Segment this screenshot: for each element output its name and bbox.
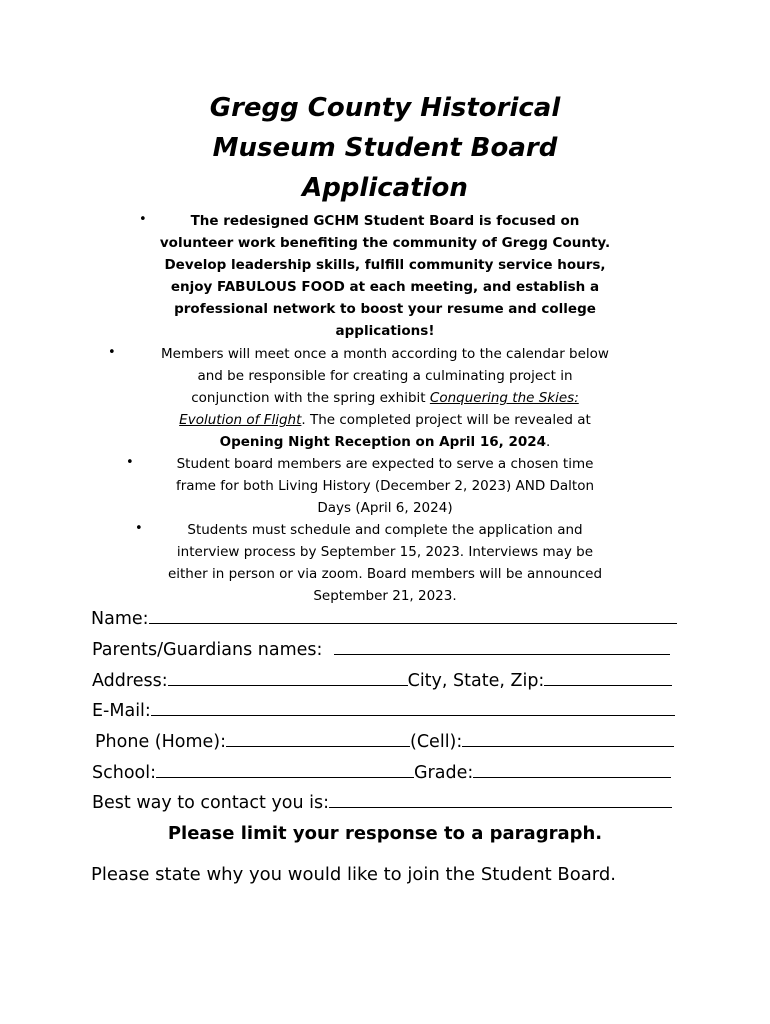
bullet-3-line-1: Student board members are expected to serve a chosen time: [176, 456, 594, 472]
bullet-2-line-3-text: conjunction with the spring exhibit: [191, 390, 430, 406]
bullet-2-line-3: [0, 390, 770, 406]
bullet-icon: •: [126, 455, 134, 470]
bullet-2-line-1: Members will meet once a month according to the calendar below: [161, 346, 609, 362]
bullet-1-line-6: applications!: [335, 323, 435, 339]
bullet-4-line-4: September 21, 2023.: [313, 588, 457, 604]
phone-row: [95, 732, 674, 752]
name-field[interactable]: [149, 609, 677, 624]
address-label: Address:: [92, 671, 168, 691]
parents-row: [92, 640, 670, 660]
bullet-1-line-5: professional network to boost your resume and college: [174, 301, 596, 317]
phone-home-field[interactable]: [226, 732, 410, 747]
parents-label: Parents/Guardians names:: [92, 640, 323, 660]
address-field[interactable]: [168, 671, 408, 686]
grade-field[interactable]: [473, 763, 671, 778]
page-title-line-2: Museum Student Board: [212, 133, 558, 163]
city-label: City, State, Zip:: [407, 671, 545, 691]
bullet-1-line-2: volunteer work benefiting the community of Gregg County.: [159, 235, 611, 251]
bullet-1-line-4: enjoy FABULOUS FOOD at each meeting, and establish a: [170, 279, 600, 295]
name-label: Name:: [91, 609, 149, 629]
exhibit-title-part-1: Conquering the Skies:: [429, 390, 579, 406]
cell-label: (Cell):: [410, 732, 463, 752]
bullet-4-line-2: interview process by September 15, 2023. Interviews may be: [176, 544, 594, 560]
bullet-4-line-1: Students must schedule and complete the application and: [187, 522, 583, 538]
school-field[interactable]: [156, 763, 414, 778]
school-label: School:: [92, 763, 156, 783]
bullet-1-line-3: Develop leadership skills, fulfill community service hours,: [164, 257, 606, 273]
essay-question: Please state why you would like to join the Student Board.: [91, 864, 617, 885]
page-title-line-1: Gregg County Historical: [209, 93, 561, 123]
school-row: [92, 763, 671, 783]
cell-field[interactable]: [462, 732, 674, 747]
bullet-2-line-4: [0, 412, 770, 428]
bullet-2-line-2: and be responsible for creating a culminating project in: [197, 368, 573, 384]
response-instruction: Please limit your response to a paragraph.: [167, 823, 603, 844]
bullet-3-line-3: Days (April 6, 2024): [317, 500, 453, 516]
exhibit-title-part-2: Evolution of Flight: [179, 412, 302, 428]
grade-label: Grade:: [414, 763, 474, 783]
contact-label: Best way to contact you is:: [92, 793, 330, 813]
bullet-2-line-5-text: .: [546, 434, 551, 450]
phone-home-label: Phone (Home):: [95, 732, 227, 752]
city-field[interactable]: [544, 671, 672, 686]
bullet-2-line-4-text: . The completed project will be revealed at: [301, 412, 591, 428]
parents-field[interactable]: [334, 640, 670, 655]
bullet-icon: •: [108, 345, 116, 360]
email-row: [92, 701, 675, 721]
email-field[interactable]: [151, 701, 675, 716]
name-row: [91, 609, 677, 629]
contact-field[interactable]: [329, 793, 672, 808]
email-label: E-Mail:: [92, 701, 151, 721]
bullet-2-line-5: [0, 434, 770, 450]
bullet-3-line-2: frame for both Living History (December 2, 2023) AND Dalton: [175, 478, 595, 494]
bullet-4-line-3: either in person or via zoom. Board members will be announced: [167, 566, 603, 582]
bullet-icon: •: [139, 212, 147, 227]
bullet-1-line-1: The redesigned GCHM Student Board is focused on: [190, 213, 580, 229]
bullet-icon: •: [135, 521, 143, 536]
address-row: [92, 671, 672, 691]
page-title-line-3: Application: [302, 173, 468, 203]
contact-row: [92, 793, 672, 813]
reception-date: Opening Night Reception on April 16, 2024: [219, 434, 547, 450]
